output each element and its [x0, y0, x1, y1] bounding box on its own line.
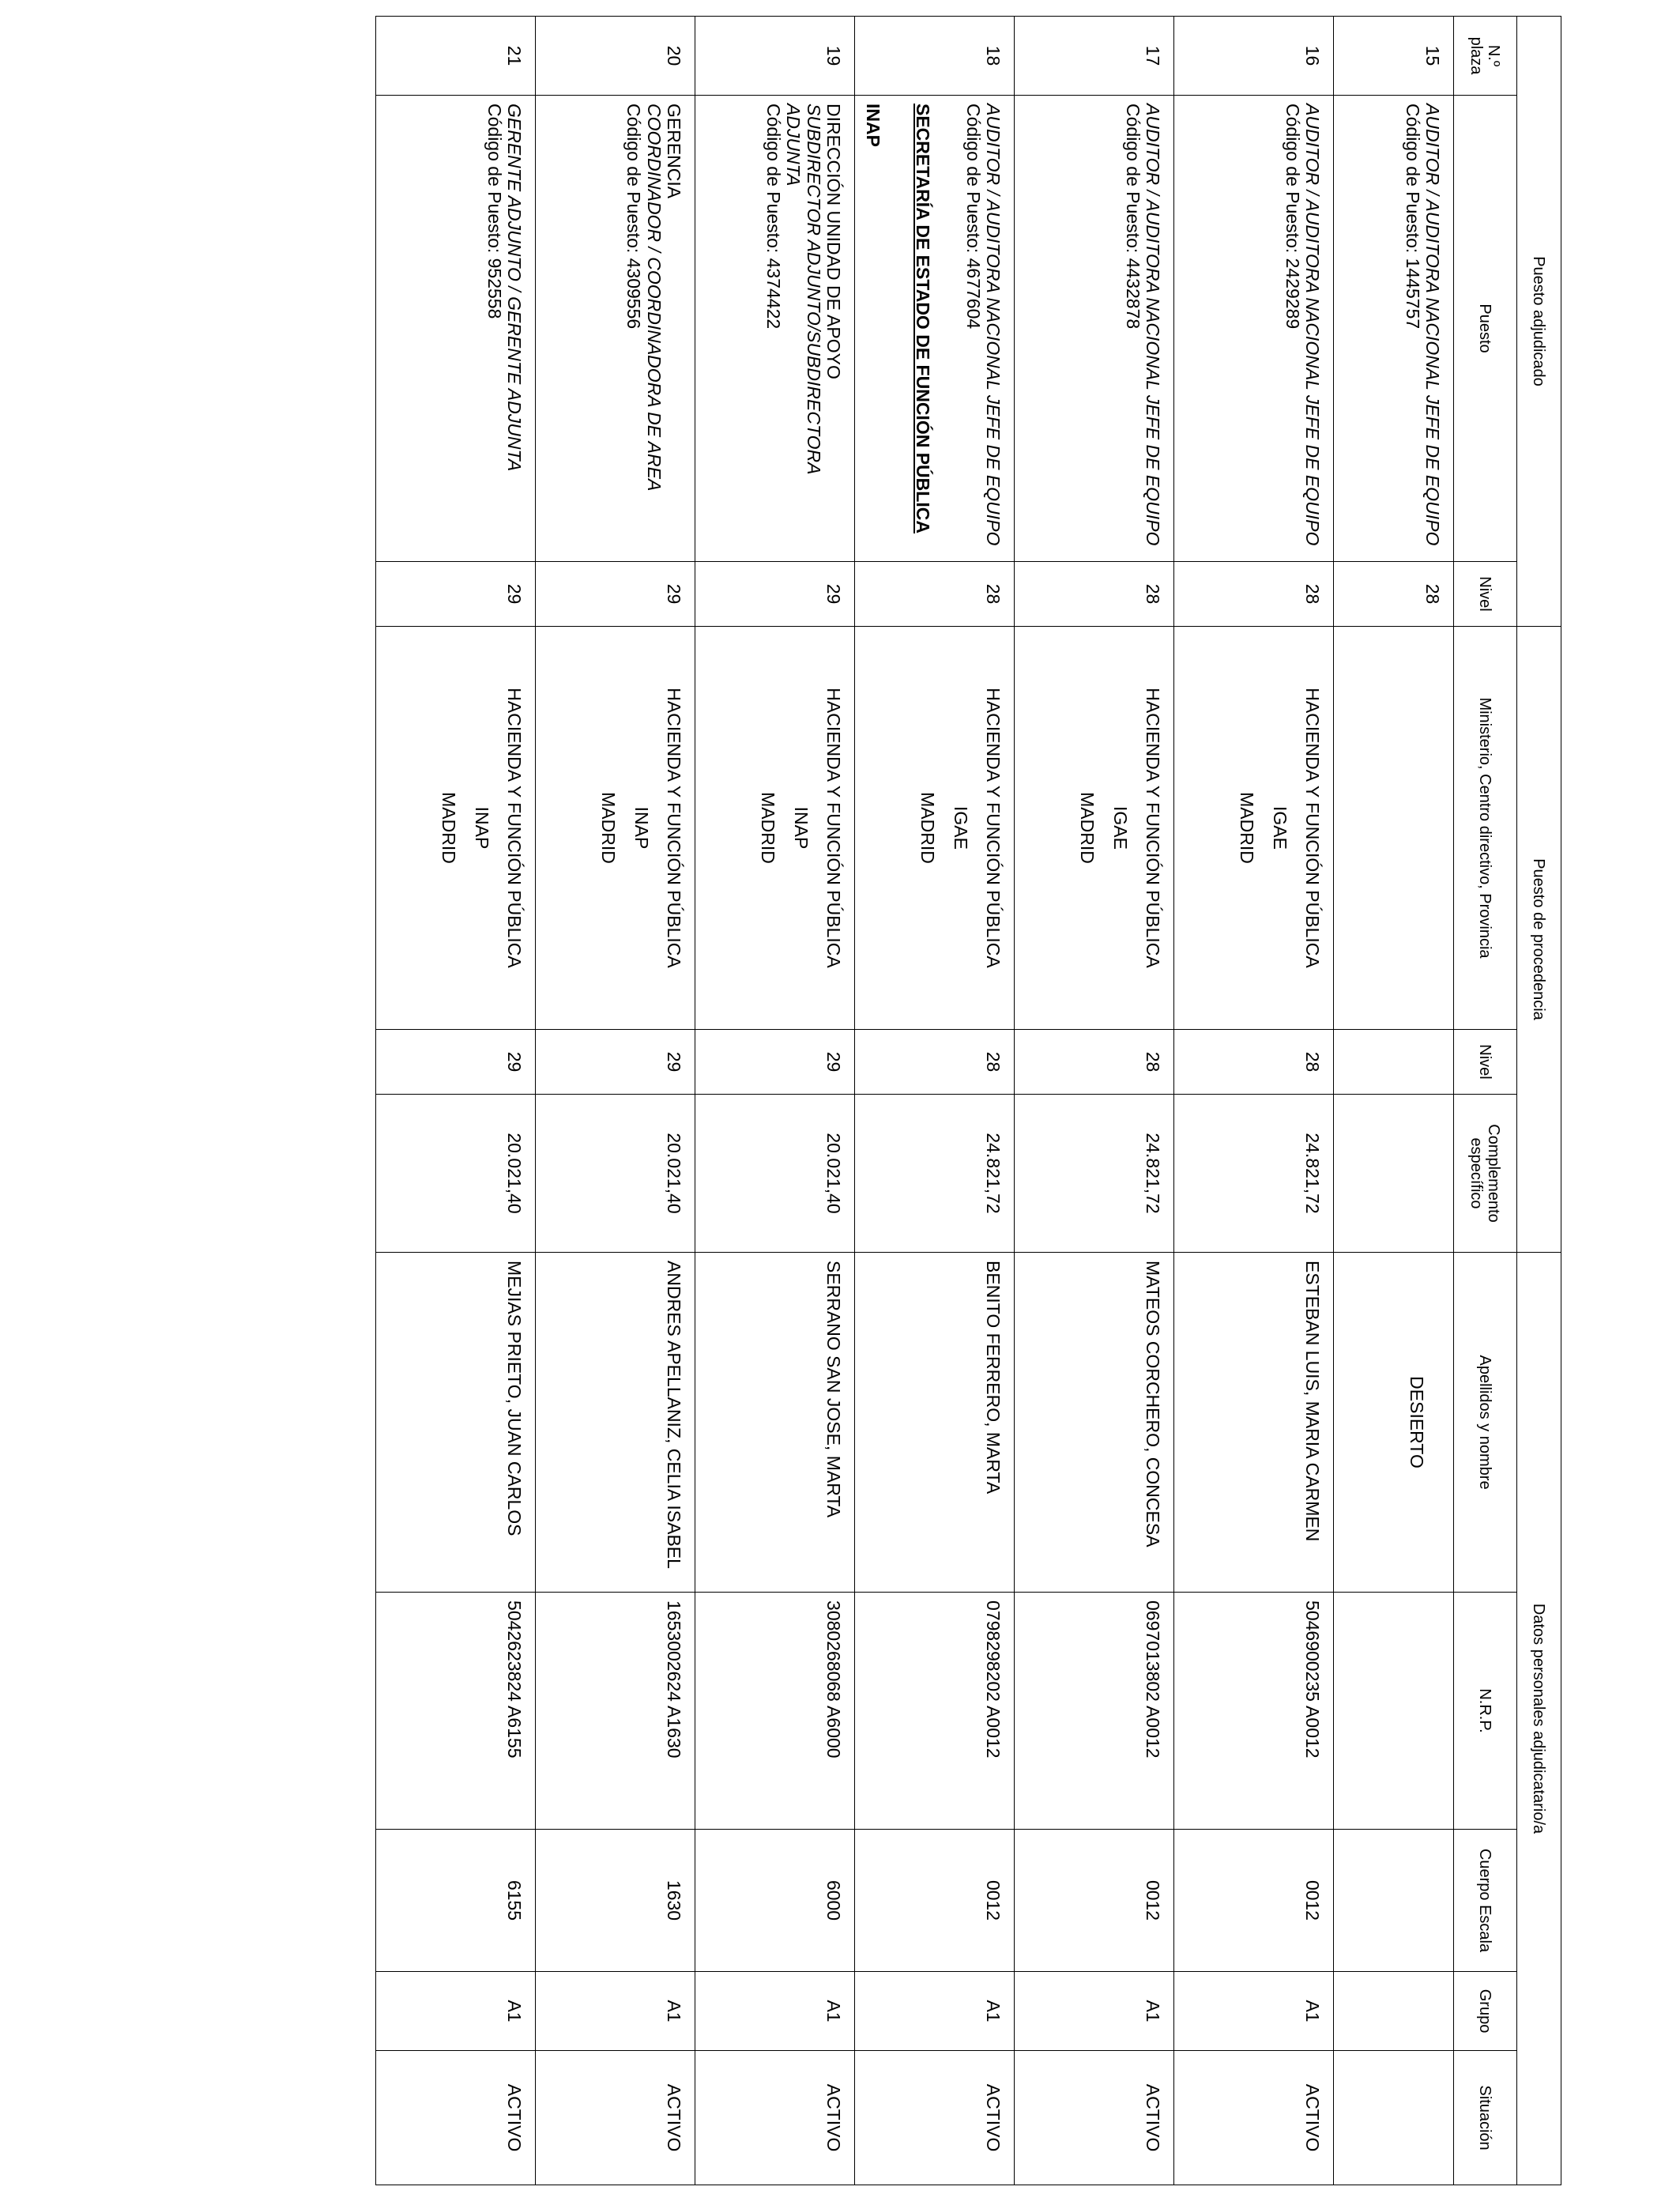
section-subtitle: INAP: [863, 104, 884, 147]
cell-ministerio: [536, 627, 695, 1030]
cell-complemento: [1334, 1095, 1454, 1253]
puesto-code: Código de Puesto: 4374422: [763, 104, 785, 330]
puesto-title: COORDINADOR / COORDINADORA DE AREA: [643, 104, 665, 492]
cell-plaza: 17: [1015, 17, 1174, 96]
cell-apellidos: SERRANO SAN JOSE, MARTA: [695, 1253, 855, 1593]
col-header-nrp: N.R.P.: [1454, 1593, 1517, 1830]
cell-apellidos: BENITO FERRERO, MARTA: [855, 1253, 1015, 1593]
cell-apellidos: DESIERTO: [1334, 1253, 1454, 1593]
puesto-code: Código de Puesto: 4677604: [962, 104, 984, 330]
cell-puesto: [1334, 96, 1454, 562]
cell-puesto: [1174, 96, 1334, 562]
cell-ministerio: [1015, 627, 1174, 1030]
cell-nivel: 29: [695, 562, 855, 627]
cell-puesto: [536, 96, 695, 562]
cell-complemento: 24.821,72: [1015, 1095, 1174, 1253]
cell-plaza: 18: [855, 17, 1015, 96]
ministerio-name: HACIENDA Y FUNCIÓN PÚBLICA: [1143, 688, 1163, 968]
cell-puesto: [695, 96, 855, 562]
puesto-code: Código de Puesto: 4309556: [623, 104, 645, 330]
table-row: [1334, 17, 1454, 2185]
ministerio-name: HACIENDA Y FUNCIÓN PÚBLICA: [504, 688, 525, 968]
rotated-page: [368, 0, 1680, 2194]
ministerio-name: HACIENDA Y FUNCIÓN PÚBLICA: [823, 688, 844, 968]
cell-grupo: A1: [376, 1972, 536, 2051]
cell-nrp: 3080268068 A6000: [695, 1593, 855, 1830]
col-header-puesto: Puesto: [1454, 96, 1517, 562]
cell-apellidos: ESTEBAN LUIS, MARIA CARMEN: [1174, 1253, 1334, 1593]
puesto-code: Código de Puesto: 2429289: [1282, 104, 1303, 330]
centro-directivo: INAP: [631, 806, 652, 850]
cell-nrp: 5042623824 A6155: [376, 1593, 536, 1830]
cell-nivel: 28: [855, 562, 1015, 627]
cell-grupo: A1: [695, 1972, 855, 2051]
cell-apellidos: ANDRES APELLANIZ, CELIA ISABEL: [536, 1253, 695, 1593]
cell-complemento: 20.021,40: [695, 1095, 855, 1253]
centro-directivo: INAP: [790, 806, 812, 850]
puesto-title: AUDITOR / AUDITORA NACIONAL JEFE DE EQUIPO: [1302, 104, 1323, 546]
cell-nrp: [1334, 1593, 1454, 1830]
cell-nivel-procedencia: 28: [1015, 1030, 1174, 1095]
cell-nivel: 28: [1334, 562, 1454, 627]
cell-situacion: ACTIVO: [855, 2051, 1015, 2185]
provincia: MADRID: [598, 792, 620, 864]
cell-grupo: A1: [536, 1972, 695, 2051]
cell-ministerio: [855, 627, 1015, 1030]
col-header-apellidos: Apellidos y nombre: [1454, 1253, 1517, 1593]
cell-puesto: [855, 96, 1015, 562]
cell-nivel-procedencia: 29: [376, 1030, 536, 1095]
cell-grupo: A1: [1174, 1972, 1334, 2051]
group-header-puesto-adjudicado: Puesto adjudicado: [1517, 17, 1561, 627]
group-header-puesto-procedencia: Puesto de procedencia: [1517, 627, 1561, 1253]
cell-nrp: 5046900235 A0012: [1174, 1593, 1334, 1830]
cell-nivel-procedencia: 29: [695, 1030, 855, 1095]
cell-nrp: 1653002624 A1630: [536, 1593, 695, 1830]
col-header-grupo: Grupo: [1454, 1972, 1517, 2051]
cell-cuerpo: 0012: [1174, 1830, 1334, 1972]
unidad-name: GERENCIA: [664, 104, 684, 199]
cell-plaza: 16: [1174, 17, 1334, 96]
cell-cuerpo: 6000: [695, 1830, 855, 1972]
table-row: [1015, 17, 1174, 2185]
cell-nivel: 28: [1174, 562, 1334, 627]
centro-directivo: IGAE: [950, 806, 971, 850]
cell-nivel-procedencia: 28: [1174, 1030, 1334, 1095]
cell-ministerio: [1174, 627, 1334, 1030]
cell-situacion: ACTIVO: [376, 2051, 536, 2185]
col-header-ministerio: Ministerio, Centro directivo, Provincia: [1454, 627, 1517, 1030]
cell-nivel: 28: [1015, 562, 1174, 627]
cell-ministerio: [695, 627, 855, 1030]
ministerio-name: HACIENDA Y FUNCIÓN PÚBLICA: [664, 688, 684, 968]
cell-situacion: [1334, 2051, 1454, 2185]
puesto-title: GERENTE ADJUNTO / GERENTE ADJUNTA: [504, 104, 525, 472]
centro-directivo: INAP: [471, 806, 492, 850]
cell-nrp: 0798298202 A0012: [855, 1593, 1015, 1830]
col-header-complemento: Complemento específico: [1454, 1095, 1517, 1253]
cell-puesto: [376, 96, 536, 562]
table-row: [536, 17, 695, 2185]
cell-ministerio: [1334, 627, 1454, 1030]
cell-nivel-procedencia: 28: [855, 1030, 1015, 1095]
cell-grupo: A1: [855, 1972, 1015, 2051]
puesto-code: Código de Puesto: 1445757: [1402, 104, 1423, 330]
cell-nrp: 0697013802 A0012: [1015, 1593, 1174, 1830]
cell-complemento: 20.021,40: [536, 1095, 695, 1253]
cell-complemento: 24.821,72: [1174, 1095, 1334, 1253]
provincia: MADRID: [917, 792, 939, 864]
centro-directivo: IGAE: [1109, 806, 1131, 850]
cell-grupo: A1: [1015, 1972, 1174, 2051]
col-header-nivel: Nivel: [1454, 562, 1517, 627]
cell-complemento: 20.021,40: [376, 1095, 536, 1253]
centro-directivo: IGAE: [1269, 806, 1290, 850]
puesto-code: Código de Puesto: 952558: [484, 104, 505, 319]
ministerio-name: HACIENDA Y FUNCIÓN PÚBLICA: [1302, 688, 1323, 968]
unidad-name: DIRECCIÓN UNIDAD DE APOYO: [823, 104, 844, 379]
puesto-title: AUDITOR / AUDITORA NACIONAL JEFE DE EQUIPO: [1143, 104, 1163, 546]
adjudication-table: [375, 16, 1561, 2185]
cell-ministerio: [376, 627, 536, 1030]
section-title: SECRETARÍA DE ESTADO DE FUNCIÓN PÚBLICA: [913, 104, 934, 533]
cell-puesto: [1015, 96, 1174, 562]
cell-nivel: 29: [376, 562, 536, 627]
puesto-title: AUDITOR / AUDITORA NACIONAL JEFE DE EQUIPO: [983, 104, 1004, 546]
col-header-nivel-procedencia: Nivel: [1454, 1030, 1517, 1095]
table-row: [1174, 17, 1334, 2185]
cell-situacion: ACTIVO: [1174, 2051, 1334, 2185]
table-row: [695, 17, 855, 2185]
cell-cuerpo: [1334, 1830, 1454, 1972]
col-header-n-plaza: N.º plaza: [1454, 17, 1517, 96]
puesto-code: Código de Puesto: 4432878: [1122, 104, 1143, 330]
provincia: MADRID: [758, 792, 779, 864]
cell-cuerpo: 0012: [1015, 1830, 1174, 1972]
cell-situacion: ACTIVO: [536, 2051, 695, 2185]
cell-plaza: 21: [376, 17, 536, 96]
cell-complemento: 24.821,72: [855, 1095, 1015, 1253]
group-header-datos-personales: Datos personales adjudicatario/a: [1517, 1253, 1561, 2185]
cell-cuerpo: 6155: [376, 1830, 536, 1972]
cell-plaza: 19: [695, 17, 855, 96]
provincia: MADRID: [1077, 792, 1098, 864]
cell-apellidos: MEJIAS PRIETO, JUAN CARLOS: [376, 1253, 536, 1593]
puesto-title: AUDITOR / AUDITORA NACIONAL JEFE DE EQUIPO: [1422, 104, 1443, 546]
puesto-title: SUBDIRECTOR ADJUNTO/SUBDIRECTORA ADJUNTA: [783, 104, 824, 474]
cell-situacion: ACTIVO: [1015, 2051, 1174, 2185]
cell-grupo: [1334, 1972, 1454, 2051]
ministerio-name: HACIENDA Y FUNCIÓN PÚBLICA: [983, 688, 1004, 968]
cell-cuerpo: 1630: [536, 1830, 695, 1972]
cell-nivel-procedencia: [1334, 1030, 1454, 1095]
provincia: MADRID: [1237, 792, 1258, 864]
col-header-cuerpo: Cuerpo Escala: [1454, 1830, 1517, 1972]
col-header-situacion: Situación: [1454, 2051, 1517, 2185]
table-row: [376, 17, 536, 2185]
table-row: [855, 17, 1015, 2185]
cell-apellidos: MATEOS CORCHERO, CONCESA: [1015, 1253, 1174, 1593]
cell-nivel-procedencia: 29: [536, 1030, 695, 1095]
cell-situacion: ACTIVO: [695, 2051, 855, 2185]
provincia: MADRID: [439, 792, 460, 864]
cell-plaza: 15: [1334, 17, 1454, 96]
cell-cuerpo: 0012: [855, 1830, 1015, 1972]
cell-plaza: 20: [536, 17, 695, 96]
cell-nivel: 29: [536, 562, 695, 627]
